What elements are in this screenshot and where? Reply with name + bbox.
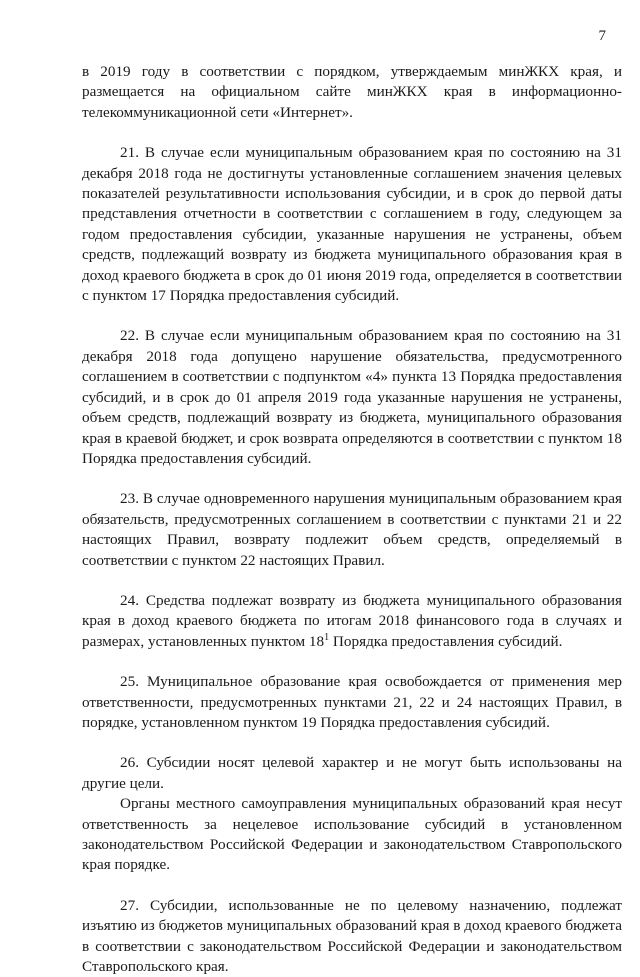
paragraph-23: 23. В случае одновременного нарушения муниципальным образованием края обязательств, предусмотренных соглашением в соответствии с пунктами 21 и 22 настоящих Правил, возврату подлежит объем средств, определяемый в соответствии с пунктом 22 настоящих Правил. (82, 490, 622, 569)
paragraph-24 (82, 591, 622, 652)
paragraph-24-text-before: 24. Средства подлежат возврату из бюджета муниципального образования края в доход краевого бюджета по итогам 2018 финансового года в случаях и размерах, установленных пунктом 18 (82, 591, 622, 650)
paragraph-27: 27. Субсидии, использованные не по целевому назначению, подлежат изъятию из бюджетов муниципальных образований края в доход краевого бюджета в соответствии с законодательством Российской Федерации и законодательством Ставропольского края. (82, 896, 622, 976)
paragraph-continuation: в 2019 году в соответствии с порядком, утверждаемым минЖКХ края, и размещается на официальном сайте минЖКХ края в информационно-телекоммуникационной сети «Интернет». (82, 63, 622, 121)
paragraph-26: 26. Субсидии носят целевой характер и не могут быть использованы на другие цели. (82, 754, 622, 792)
paragraph-24-superscript: 1 (324, 631, 330, 643)
paragraph-24-text-after: Порядка предоставления субсидий. (329, 632, 563, 650)
paragraph-26-continued: Органы местного самоуправления муниципальных образований края несут ответственность за нецелевое использование субсидий в установленном законодательством Российской Федерации и законодательством Ставропольского края порядке. (82, 795, 622, 874)
page-number: 7 (598, 28, 606, 44)
document-body (82, 62, 622, 977)
paragraph-22: 22. В случае если муниципальным образованием края по состоянию на 31 декабря 2018 года допущено нарушение обязательства, предусмотренного соглашением в соответствии с подпунктом «4» пункта 13 Порядка предоставления субсидий, и в срок до 01 апреля 2019 года указанные нарушения не устранены, объем средств, подлежащий возврату из бюджета, муниципального образования края в краевой бюджет, и срок возврата определяются в соответствии с пунктом 18 Порядка предоставления субсидий. (82, 327, 622, 467)
paragraph-21: 21. В случае если муниципальным образованием края по состоянию на 31 декабря 2018 года не достигнуты установленные соглашением значения целевых показателей результативности использования субсидии, и в срок до первой даты представления отчетности в соответствии с соглашением в году, следующем за годом предоставления субсидии, указанные нарушения не устранены, объем средств, подлежащий возврату из бюджета муниципального образования края в доход краевого бюджета в срок до 01 июня 2019 года, определяется в соответствии с пунктом 17 Порядка предоставления субсидий. (82, 144, 622, 305)
paragraph-25: 25. Муниципальное образование края освобождается от применения мер ответственности, предусмотренных пунктами 21, 22 и 24 настоящих Правил, в порядке, установленном пунктом 19 Порядка предоставления субсидий. (82, 673, 622, 731)
